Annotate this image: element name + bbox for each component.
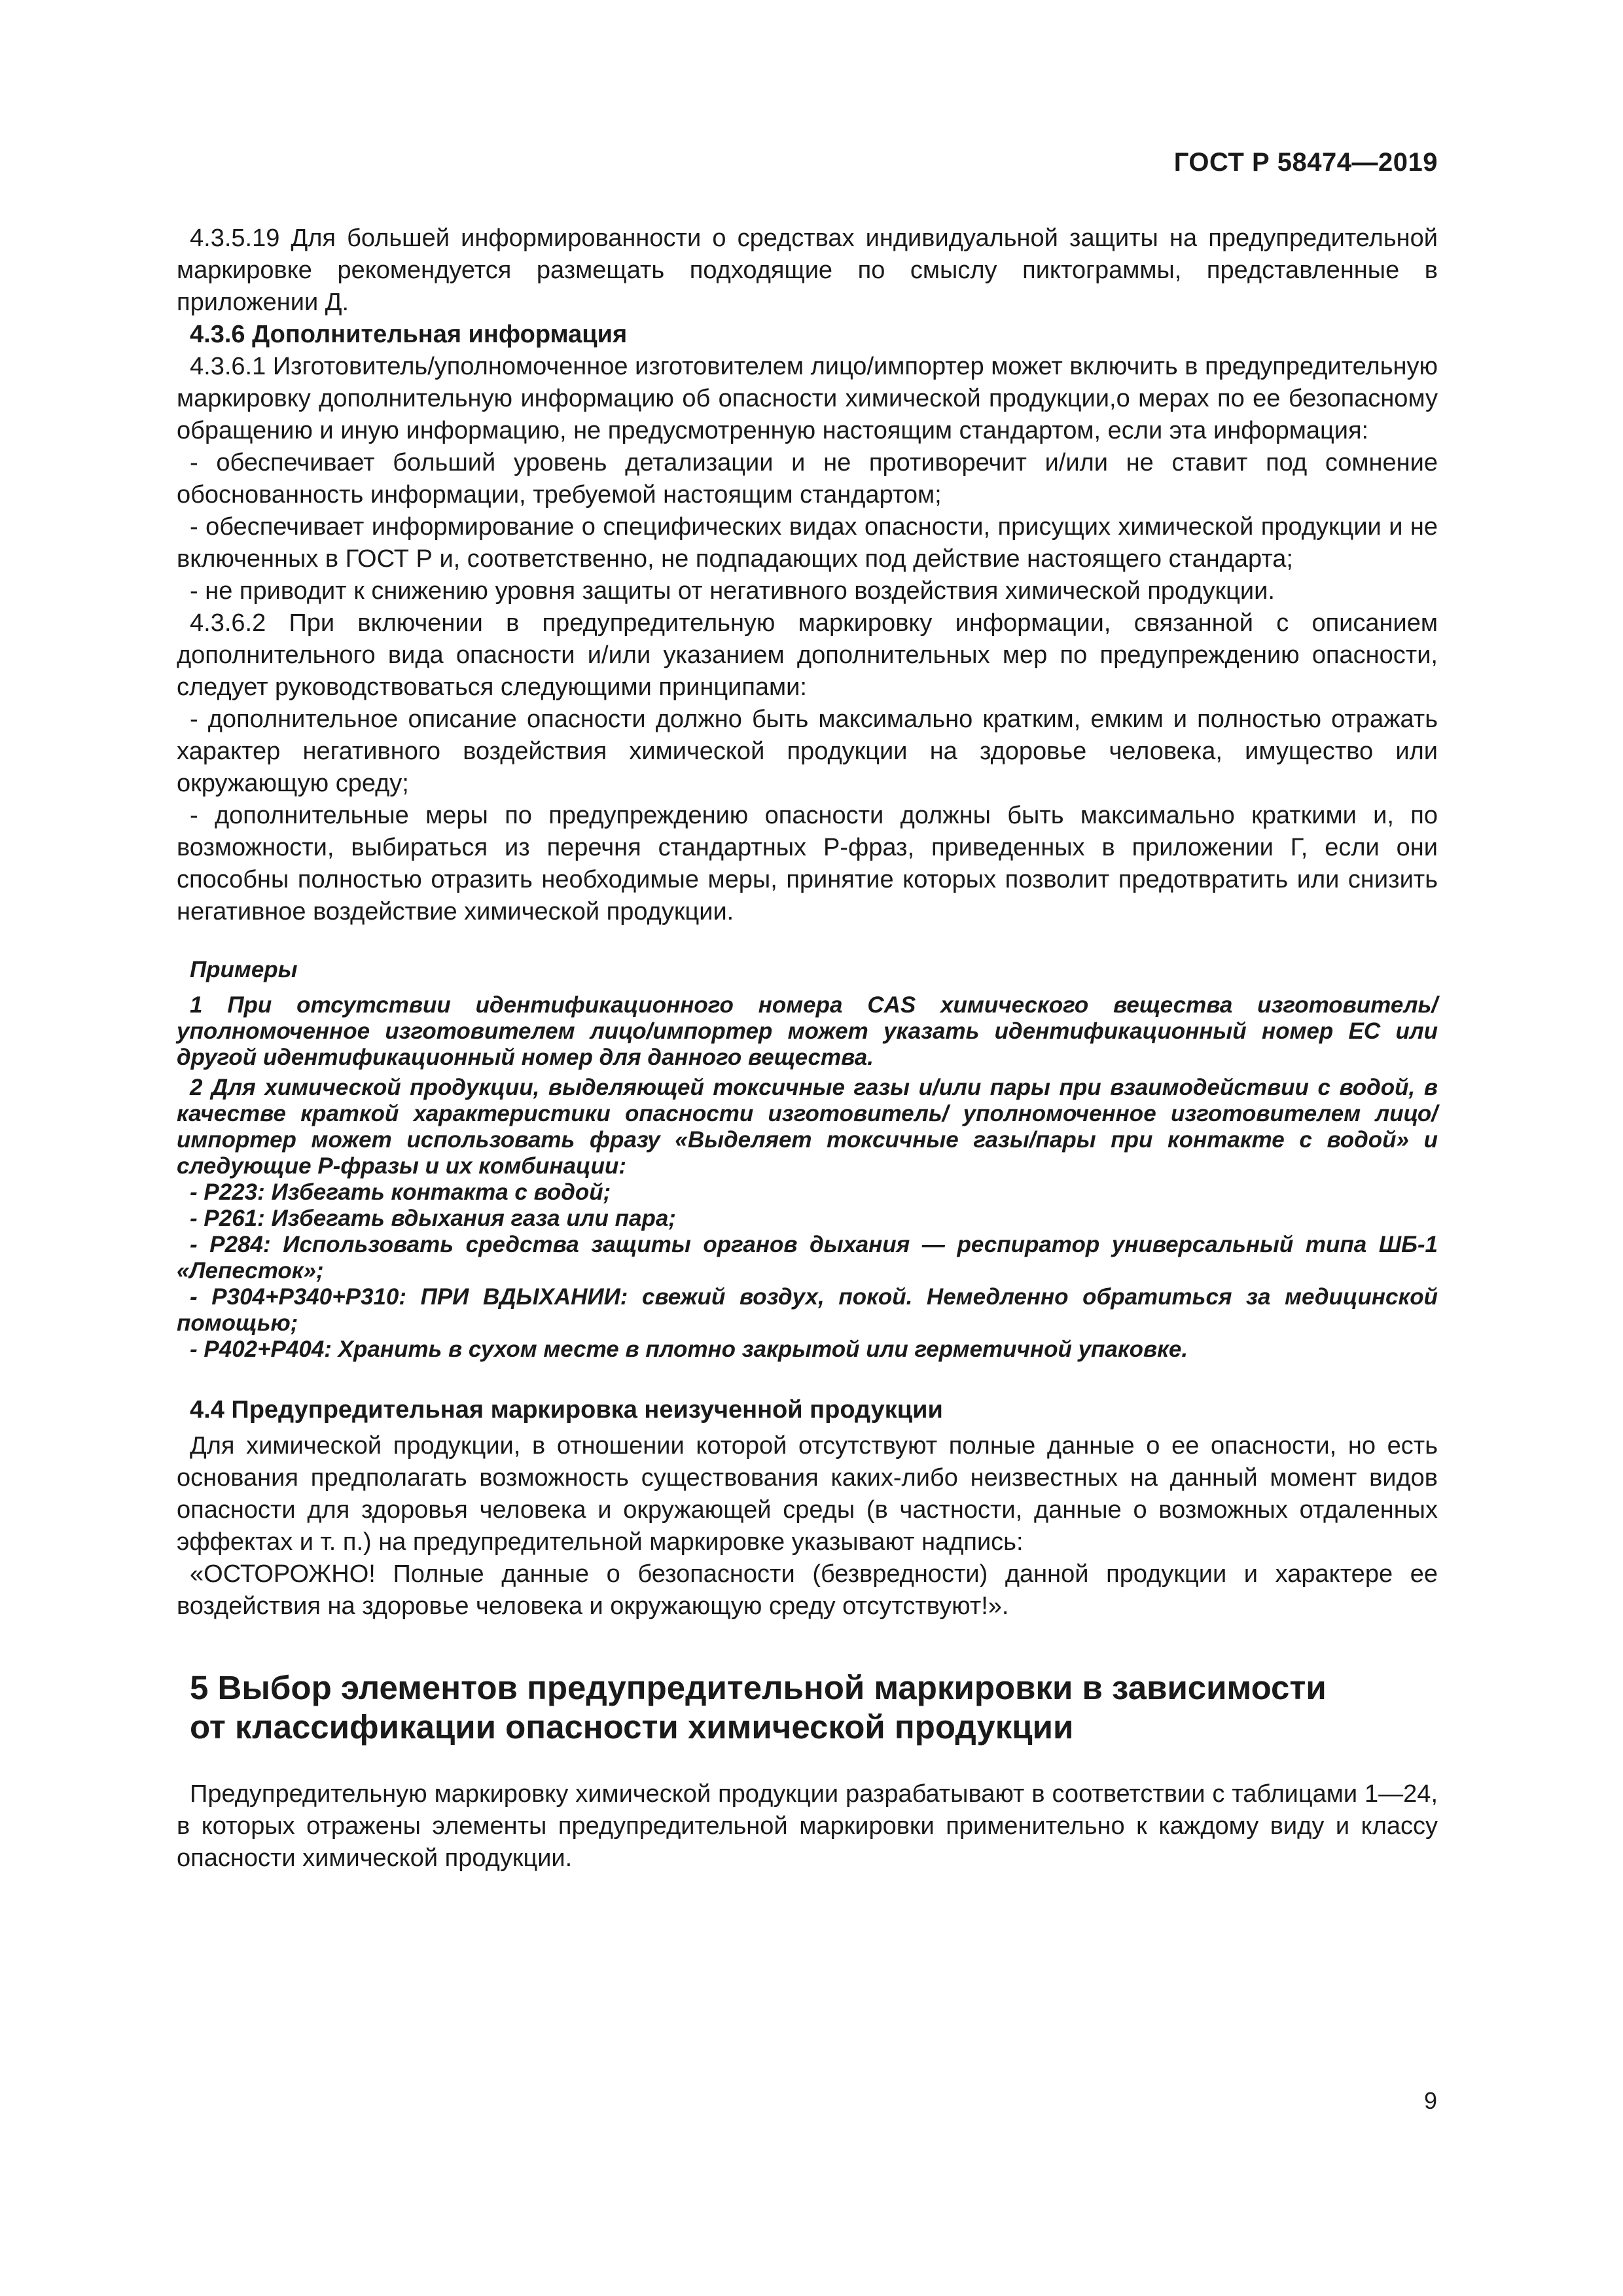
example-item: - P402+P404: Хранить в сухом месте в плотно закрытой или герметичной упаковке. [190, 1336, 1188, 1362]
page-body [177, 223, 1438, 1874]
page-number: 9 [1423, 2087, 1437, 2114]
section-5-heading-line-1: 5 Выбор элементов предупредительной маркировки в зависимости [190, 1669, 1327, 1706]
example-item: - P304+P340+P310: ПРИ ВДЫХАНИИ: свежий воздух, покой. Немедленно обратиться за медицинской помощью; [177, 1284, 1438, 1336]
paragraph-4-3-6-2: 4.3.6.2 При включении в предупредительную маркировку информации, связанной с описанием дополнительного вида опасности и/или указанием дополнительных мер по предупреждению опасности, следует руководствоваться следующими принципами: [177, 609, 1438, 701]
section-5-heading-line-2: от классификации опасности химической продукции [190, 1708, 1074, 1746]
bullet-item: - не приводит к снижению уровня защиты от негативного воздействия химической продукции. [190, 577, 1275, 605]
bullet-item: - обеспечивает информирование о специфических видах опасности, присущих химической продукции и не включенных в ГОСТ Р и, соответственно, не подпадающих под действие настоящего стандарта; [177, 513, 1438, 573]
example-2: 2 Для химической продукции, выделяющей токсичные газы и/или пары при взаимодействии с водой, в качестве краткой характеристики опасности изготовитель/ уполномоченное изготовителем лицо/импортер может использовать фразу «Выделяет токсичные газы/пары при контакте с водой» и следующие Р-фразы и их комбинации: [177, 1075, 1438, 1179]
paragraph-4-3-5-19: 4.3.5.19 Для большей информированности о средствах индивидуальной защиты на предупредительной маркировке рекомендуется размещать подходящие по смыслу пиктограммы, представленные в приложении Д. [177, 224, 1438, 316]
standard-header: ГОСТ Р 58474—2019 [1173, 148, 1438, 177]
example-1: 1 При отсутствии идентификационного номера CAS химического вещества изготовитель/уполномоченное изготовителем лицо/импортер может указать идентификационный номер ЕС или другой идентификационный номер для данного вещества. [177, 992, 1438, 1070]
example-item: - P223: Избегать контакта с водой; [190, 1179, 611, 1205]
bullet-item: - дополнительное описание опасности должно быть максимально кратким, емким и полностью отражать характер негативного воздействия химической продукции на здоровье человека, имущество или окружающую среду; [177, 706, 1438, 797]
heading-4-4: 4.4 Предупредительная маркировка неизученной продукции [190, 1396, 943, 1424]
paragraph-4-4-2: «ОСТОРОЖНО! Полные данные о безопасности (безвредности) данной продукции и характере ее воздействия на здоровье человека и окружающую среду отсутствуют!». [177, 1560, 1438, 1620]
example-item: - P261: Избегать вдыхания газа или пара; [190, 1206, 676, 1231]
bullet-item: - дополнительные меры по предупреждению опасности должны быть максимально краткими и, по возможности, выбираться из перечня стандартных Р-фраз, приведенных в приложении Г, если они способны полностью отразить необходимые меры, принятие которых позволит предотвратить или снизить негативное воздействие химической продукции. [177, 802, 1438, 925]
example-item: - P284: Использовать средства защиты органов дыхания — респиратор универсальный типа ШБ-1 «Лепесток»; [177, 1232, 1438, 1283]
paragraph-4-3-6-1: 4.3.6.1 Изготовитель/уполномоченное изготовителем лицо/импортер может включить в предупредительную маркировку дополнительную информацию об опасности химической продукции,о мерах по ее безопасному обращению и иную информацию, не предусмотренную настоящим стандартом, если эта информация: [177, 353, 1438, 444]
paragraph-5-1: Предупредительную маркировку химической продукции разрабатывают в соответствии с таблицами 1—24, в которых отражены элементы предупредительной маркировки применительно к каждому виду и классу опасности химической продукции. [177, 1780, 1438, 1872]
section-5-heading [190, 1668, 1438, 1747]
examples-title: Примеры [190, 957, 298, 982]
examples-block [177, 957, 1438, 1363]
heading-4-3-6: 4.3.6 Дополнительная информация [190, 321, 628, 348]
paragraph-4-4-1: Для химической продукции, в отношении которой отсутствуют полные данные о ее опасности, но есть основания предполагать возможность существования каких-либо неизвестных на данный момент видов опасности для здоровья человека и окружающей среды (в частности, данные о возможных отдаленных эффектах и т. п.) на предупредительной маркировке указывают надпись: [177, 1432, 1438, 1556]
bullet-item: - обеспечивает больший уровень детализации и не противоречит и/или не ставит под сомнение обоснованность информации, требуемой настоящим стандартом; [177, 449, 1438, 509]
